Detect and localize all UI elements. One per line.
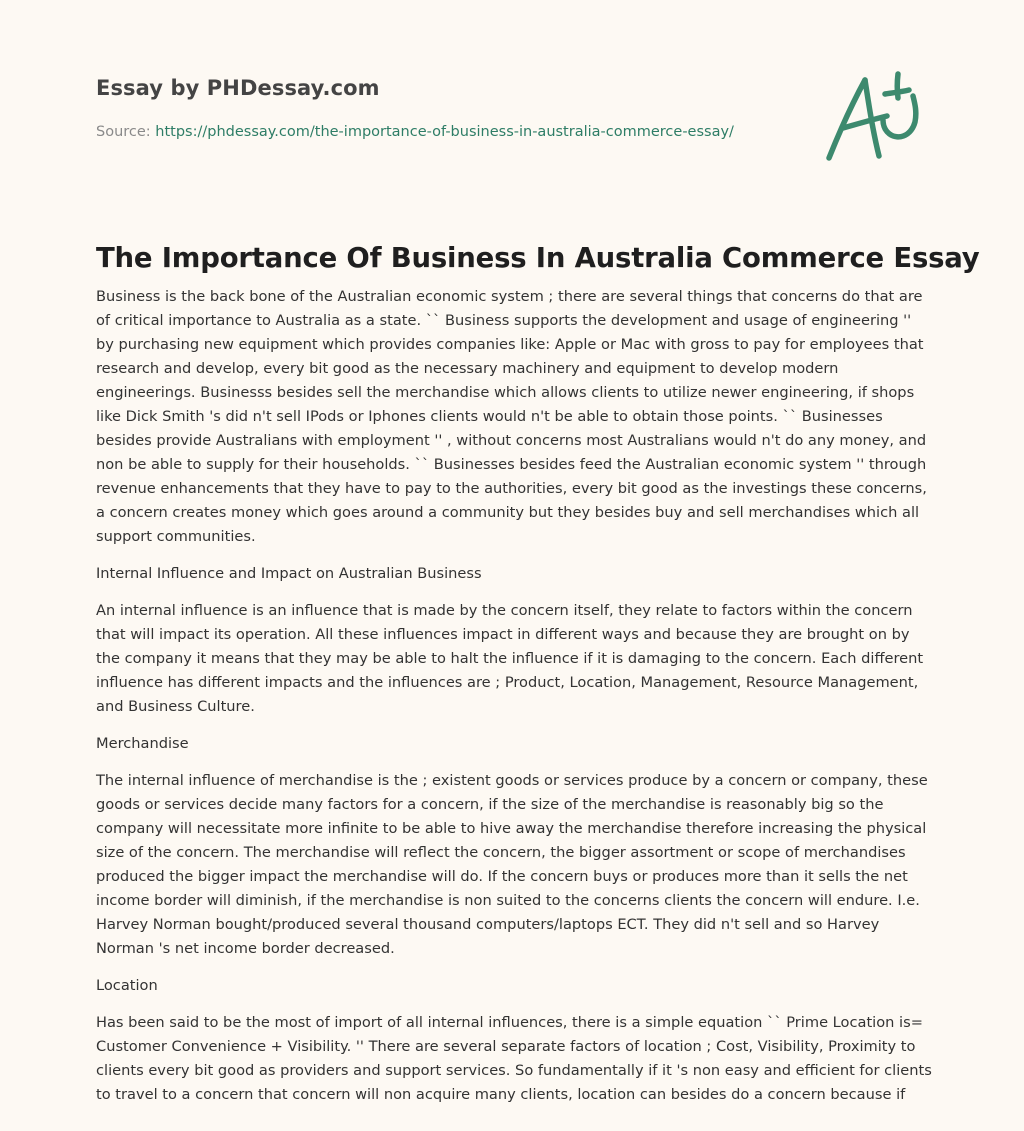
essay-title: The Importance Of Business In Australia Commerce Essay bbox=[96, 242, 980, 275]
essay-paragraph: An internal influence is an influence that is made by the concern itself, they relate to factors within the concern that will impact its operation. All these influences impact in different ways and because they are brought on by the company it means that they may be able to halt the influence if it is damaging to the concern. Each different influence has different impacts and the influences are ; Product, Location, Management, Resource Management, and Business Culture. bbox=[96, 602, 924, 715]
source-label: Source: bbox=[96, 124, 156, 140]
essay-paragraph: Business is the back bone of the Australian economic system ; there are several things that concerns do that are of critical importance to Australia as a state. `` Business supports the development and usage of engineering '' by purchasing new equipment which provides companies like: Apple or Mac with gross to pay for employees that research and develop, every bit good as the necessary machinery and equipment to develop modern engineerings. Businesss besides sell the merchandise which allows clients to utilize newer engineering, if shops like Dick Smith 's did n't sell IPods or Iphones clients would n't be able to obtain those points. `` Businesses besides provide Australians with employment '' , without concerns most Australians would n't do any money, and non be able to supply for their households. `` Businesses besides feed the Australian economic system '' through revenue enhancements that they have to pay to the authorities, every bit good as the investings these concerns, a concern creates money which goes around a community but they besides buy and sell merchandises which all support communities. bbox=[96, 288, 927, 545]
essay-paragraph: The internal influence of merchandise is the ; existent goods or services produce by a concern or company, these goods or services decide many factors for a concern, if the size of the merchandise is reasonably big so the company will necessitate more infinite to be able to hive away the merchandise therefore increasing the physical size of the concern. The merchandise will reflect the concern, the bigger assortment or scope of merchandises produced the bigger impact the merchandise will do. If the concern buys or produces more than it sells the net income border will diminish, if the merchandise is non suited to the concerns clients the concern will endure. I.e. Harvey Norman bought/produced several thousand computers/laptops ECT. They did n't sell and so Harvey Norman 's net income border decreased. bbox=[96, 772, 928, 957]
section-heading: Merchandise bbox=[96, 735, 189, 752]
section-heading: Location bbox=[96, 977, 158, 994]
a-plus-logo-icon bbox=[823, 66, 929, 166]
section-heading: Internal Influence and Impact on Australian Business bbox=[96, 565, 482, 582]
essay-paragraph: Has been said to be the most of import of all internal influences, there is a simple equation `` Prime Location is= Customer Convenience + Visibility. '' There are several separate factors of location ; Cost, Visibility, Proximity to clients every bit good as providers and support services. So fundamentally if it 's non easy and efficient for clients to travel to a concern that concern will non acquire many clients, location can besides do a concern because if bbox=[96, 1014, 932, 1103]
essay-body bbox=[96, 285, 932, 1120]
source-line bbox=[96, 124, 734, 140]
site-brand: Essay by PHDessay.com bbox=[96, 76, 380, 100]
source-link[interactable]: https://phdessay.com/the-importance-of-business-in-australia-commerce-essay/ bbox=[155, 124, 734, 140]
